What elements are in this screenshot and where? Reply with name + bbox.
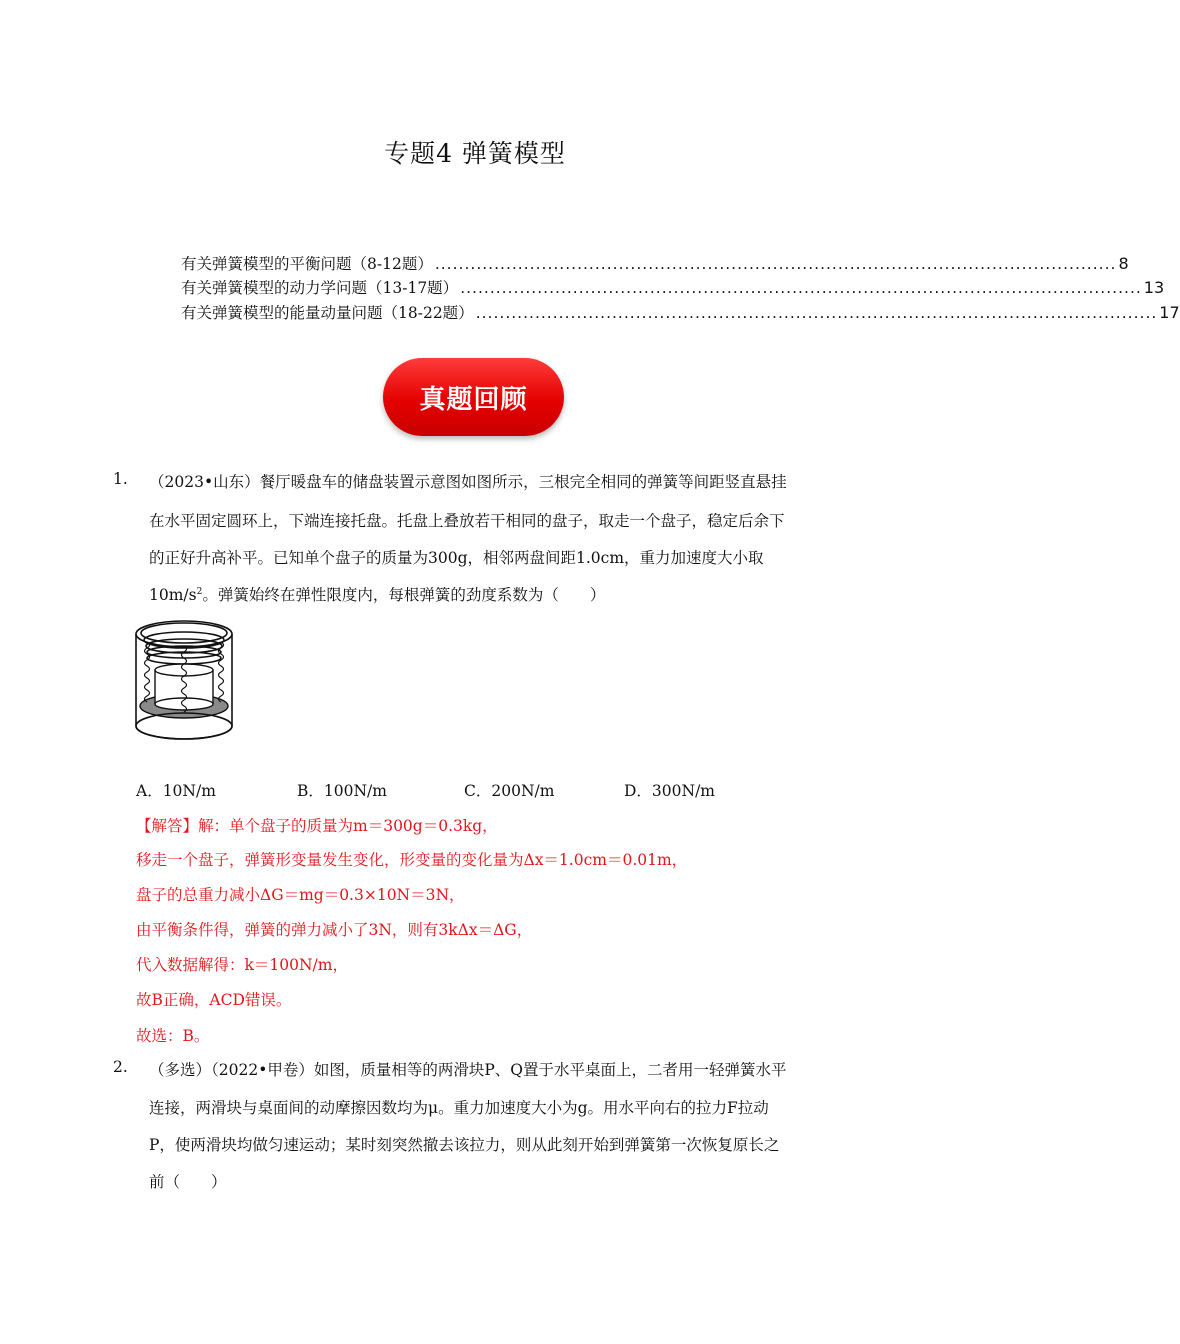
section-banner bbox=[383, 358, 564, 436]
question-text: 在水平固定圆环上，下端连接托盘。托盘上叠放若干相同的盘子，取走一个盘子，稳定后余下 bbox=[149, 512, 785, 530]
answer-line: 故选：B。 bbox=[136, 1027, 210, 1045]
option-b[interactable]: B．100N/m bbox=[297, 782, 387, 800]
question-text: （2023•山东）餐厅暖盘车的储盘装置示意图如图所示，三根完全相同的弹簧等间距竖直悬挂 bbox=[149, 473, 787, 491]
question-text: 连接，两滑块与桌面间的动摩擦因数均为μ。重力加速度大小为g。用水平向右的拉力F拉动 bbox=[149, 1099, 769, 1117]
question-text: 的正好升高补平。已知单个盘子的质量为300g，相邻两盘间距1.0cm，重力加速度大小取 bbox=[149, 549, 764, 567]
answer-line: 故B正确，ACD错误。 bbox=[136, 991, 292, 1009]
question-text: P，使两滑块均做匀速运动；某时刻突然撤去该拉力，则从此刻开始到弹簧第一次恢复原长之 bbox=[149, 1136, 780, 1154]
answer-line: 由平衡条件得，弹簧的弹力减小了3N，则有3kΔx＝ΔG， bbox=[136, 921, 533, 939]
answer-line: 盘子的总重力减小ΔG＝mg＝0.3×10N＝3N， bbox=[136, 886, 465, 904]
toc-label: 有关弹簧模型的动力学问题（13-17题） bbox=[181, 279, 459, 297]
toc-label: 有关弹簧模型的能量动量问题（18-22题） bbox=[181, 304, 474, 322]
toc-page: 13 bbox=[1143, 278, 1165, 297]
question-text bbox=[149, 583, 605, 605]
toc-leader: ................................................................................................................... bbox=[460, 279, 1142, 297]
page-title: 专题4 弹簧模型 bbox=[384, 139, 566, 168]
question-text-part: 。弹簧始终在弹性限度内，每根弹簧的劲度系数为（ ） bbox=[202, 586, 606, 604]
answer-line: 移走一个盘子，弹簧形变量发生变化，形变量的变化量为Δx＝1.0cm＝0.01m， bbox=[136, 851, 688, 869]
answer-line bbox=[136, 814, 498, 836]
question-text-part: 10m/s bbox=[149, 586, 197, 604]
toc-entry[interactable] bbox=[181, 276, 1165, 298]
answer-text: 解：单个盘子的质量为m＝300g＝0.3kg， bbox=[198, 817, 498, 835]
option-a[interactable]: A．10N/m bbox=[136, 782, 216, 800]
toc-entry[interactable] bbox=[181, 301, 1180, 323]
option-c[interactable]: C．200N/m bbox=[464, 782, 555, 800]
toc-leader: ................................................................................................................... bbox=[475, 304, 1158, 322]
superscript: 2 bbox=[196, 586, 203, 597]
option-d[interactable]: D．300N/m bbox=[624, 782, 715, 800]
spring-plate-storage-figure bbox=[133, 614, 235, 746]
answer-tag: 【解答】 bbox=[136, 817, 199, 835]
question-text: 前（ ） bbox=[149, 1173, 227, 1191]
question-number: 2. bbox=[113, 1058, 128, 1076]
toc-entry[interactable] bbox=[181, 252, 1129, 274]
toc-page: 17 bbox=[1159, 303, 1180, 322]
section-banner-label: 真题回顾 bbox=[419, 384, 528, 415]
toc-leader: ................................................................................................................... bbox=[434, 255, 1117, 273]
question-text: （多选）（2022•甲卷）如图，质量相等的两滑块P、Q置于水平桌面上，二者用一轻弹簧水平 bbox=[149, 1061, 787, 1079]
question-number: 1. bbox=[113, 470, 128, 488]
answer-line: 代入数据解得：k＝100N/m， bbox=[136, 956, 348, 974]
toc-label: 有关弹簧模型的平衡问题（8-12题） bbox=[181, 255, 433, 273]
toc-page: 8 bbox=[1118, 254, 1129, 273]
